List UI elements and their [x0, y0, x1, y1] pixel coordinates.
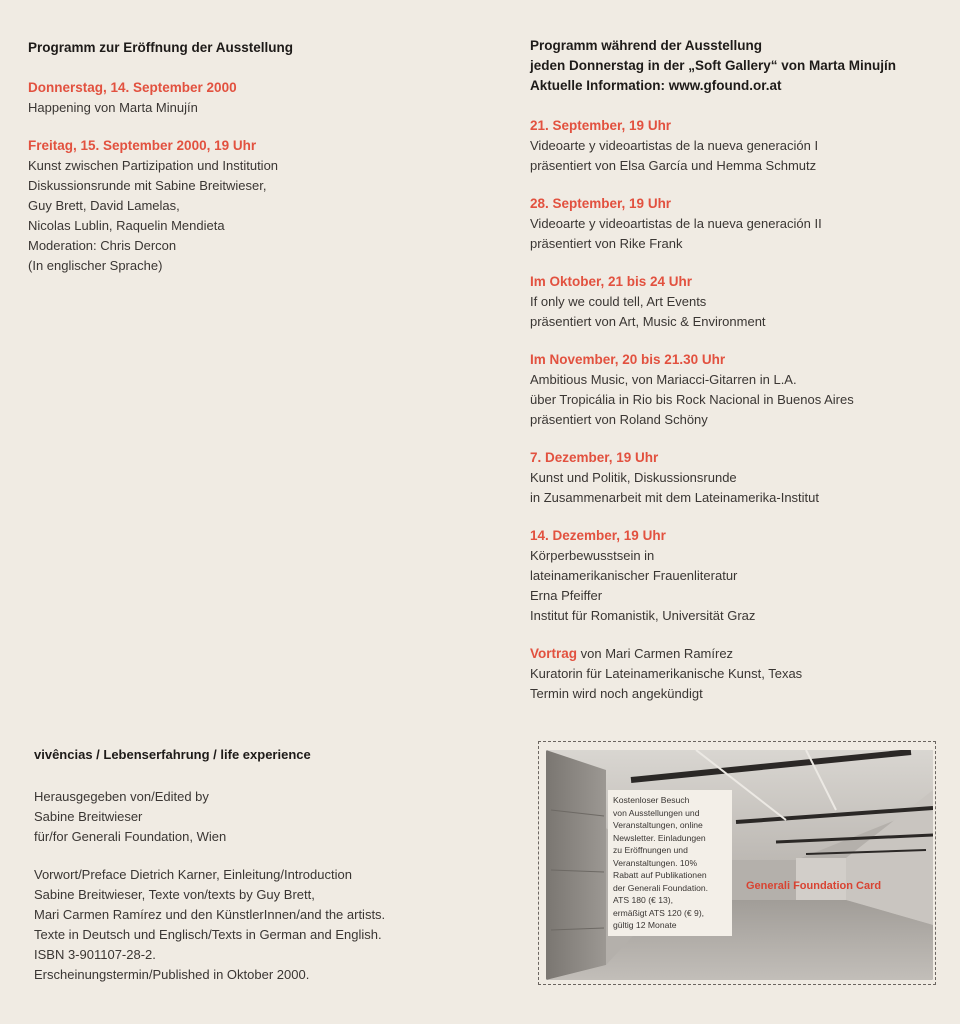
imprint-line: Herausgegeben von/Edited by [34, 789, 209, 804]
exhibition-program-header-line: Aktuelle Information: www.gfound.or.at [530, 78, 782, 93]
event-date: Donnerstag, 14. September 2000 [28, 80, 237, 95]
imprint [34, 745, 474, 985]
lecture-label: Vortrag [530, 646, 578, 661]
event-line: präsentiert von Roland Schöny [530, 412, 708, 427]
imprint-line: Texte in Deutsch und Englisch/Texts in German and English. [34, 927, 382, 942]
event-line: präsentiert von Elsa García und Hemma Schmutz [530, 158, 817, 173]
event-block [530, 448, 950, 508]
card-benefit-line: der Generali Foundation. [613, 882, 709, 893]
event-block [28, 136, 468, 276]
card-benefit-line: ATS 180 (€ 13), [613, 895, 674, 905]
event-block [530, 526, 950, 626]
event-date: Freitag, 15. September 2000, 19 Uhr [28, 138, 257, 153]
event-line: Kunst und Politik, Diskussionsrunde [530, 470, 737, 485]
card-benefit-line: Newsletter. Einladungen [613, 832, 706, 843]
card-benefit-line: gültig 12 Monate [613, 920, 677, 930]
opening-program-header: Programm zur Eröffnung der Ausstellung [28, 40, 294, 55]
event-line: If only we could tell, Art Events [530, 294, 707, 309]
imprint-line: Erscheinungstermin/Published in Oktober 2000. [34, 967, 310, 982]
event-line: Nicolas Lublin, Raquelin Mendieta [28, 218, 225, 233]
event-line: Ambitious Music, von Mariacci-Gitarren in L.A. [530, 372, 797, 387]
gallery-interior-photo [546, 750, 933, 980]
lecture-line: Kuratorin für Lateinamerikanische Kunst, Texas [530, 666, 803, 681]
lecture-speaker: von Mari Carmen Ramírez [577, 646, 734, 661]
event-date: Im November, 20 bis 21.30 Uhr [530, 352, 726, 367]
event-line: Videoarte y videoartistas de la nueva generación II [530, 216, 822, 231]
imprint-line: Mari Carmen Ramírez und den KünstlerInnen/and the artists. [34, 907, 386, 922]
exhibition-program-header-line: Programm während der Ausstellung [530, 38, 763, 53]
card-benefit-line: zu Eröffnungen und [613, 845, 688, 855]
card-benefit-line: von Ausstellungen und [613, 807, 700, 818]
opening-program [28, 38, 468, 276]
event-line: präsentiert von Art, Music & Environment [530, 314, 766, 329]
card-benefit-line: ermäßigt ATS 120 (€ 9), [613, 907, 705, 918]
event-line: Guy Brett, David Lamelas, [28, 198, 180, 213]
event-line: lateinamerikanischer Frauenliteratur [530, 568, 738, 583]
imprint-line: ISBN 3-901107-28-2. [34, 947, 156, 962]
event-block [28, 78, 468, 118]
event-line: präsentiert von Rike Frank [530, 236, 683, 251]
event-line: Körperbewusstsein in [530, 548, 655, 563]
event-line: Happening von Marta Minujín [28, 100, 198, 115]
event-line: Erna Pfeiffer [530, 588, 603, 603]
event-block [530, 194, 950, 254]
publication-title: vivências / Lebenserfahrung / life experience [34, 747, 311, 762]
lecture-block [530, 644, 950, 704]
card-benefit-line: Veranstaltungen, online [613, 820, 703, 830]
card-benefit-line: Veranstaltungen. 10% [613, 857, 698, 868]
imprint-line: Vorwort/Preface Dietrich Karner, Einleitung/Introduction [34, 867, 352, 882]
imprint-line: Sabine Breitwieser [34, 809, 143, 824]
event-date: 14. Dezember, 19 Uhr [530, 528, 666, 543]
event-block [530, 116, 950, 176]
event-date: 7. Dezember, 19 Uhr [530, 450, 659, 465]
event-line: Kunst zwischen Partizipation und Institution [28, 158, 279, 173]
exhibition-program-header-line: jeden Donnerstag in der „Soft Gallery“ von Marta Minujín [530, 58, 897, 73]
event-date: Im Oktober, 21 bis 24 Uhr [530, 274, 693, 289]
membership-card [546, 750, 933, 980]
imprint-line: für/for Generali Foundation, Wien [34, 829, 227, 844]
event-line: Videoarte y videoartistas de la nueva generación I [530, 138, 819, 153]
spacer [34, 847, 474, 865]
event-line: über Tropicália in Rio bis Rock Nacional in Buenos Aires [530, 392, 854, 407]
event-line: Diskussionsrunde mit Sabine Breitwieser, [28, 178, 267, 193]
card-benefit-line: Rabatt auf Publikationen [613, 870, 707, 880]
event-line: Moderation: Chris Dercon [28, 238, 177, 253]
event-line: Institut für Romanistik, Universität Graz [530, 608, 756, 623]
event-date: 28. September, 19 Uhr [530, 196, 672, 211]
imprint-line: Sabine Breitwieser, Texte von/texts by Guy Brett, [34, 887, 315, 902]
event-date: 21. September, 19 Uhr [530, 118, 672, 133]
event-block [530, 272, 950, 332]
event-block [530, 350, 950, 430]
card-benefits-box [608, 790, 732, 936]
card-brand-title: Generali Foundation Card [746, 880, 882, 892]
event-line: (In englischer Sprache) [28, 258, 163, 273]
event-line: in Zusammenarbeit mit dem Lateinamerika-Institut [530, 490, 820, 505]
card-benefit-line: Kostenloser Besuch [613, 795, 690, 805]
lecture-line: Termin wird noch angekündigt [530, 686, 703, 701]
exhibition-program [530, 36, 950, 704]
lecture-heading [530, 644, 950, 664]
